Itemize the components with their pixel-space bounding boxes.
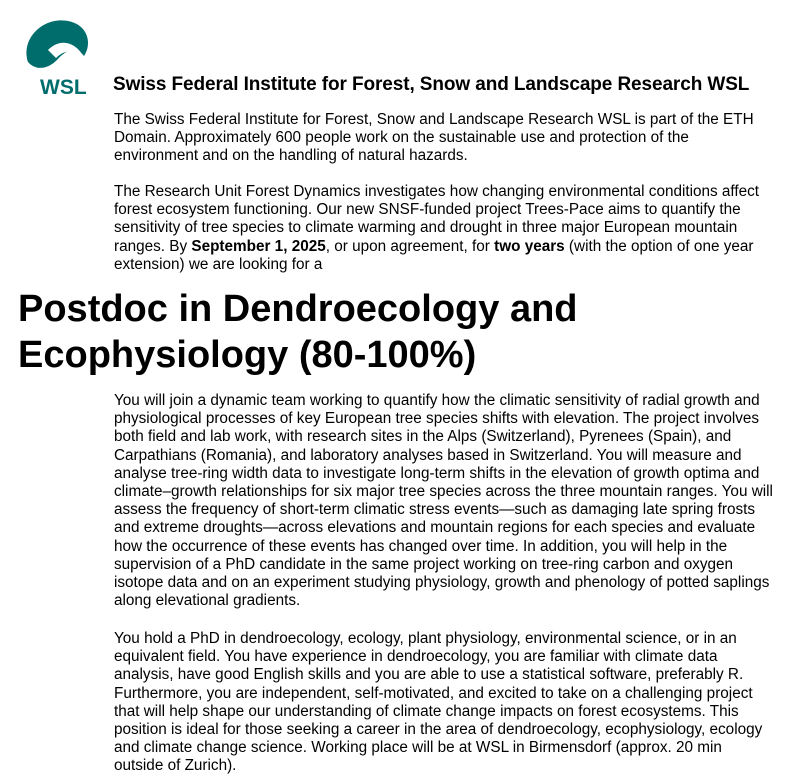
wsl-logo-icon <box>18 12 94 100</box>
logo-text: WSL <box>40 76 87 99</box>
start-date: September 1, 2025 <box>191 237 326 255</box>
intro-paragraph: The Swiss Federal Institute for Forest, Snow and Landscape Research WSL is part of the ETH Domain. Approximately 600 people work on the sustainable use and protection of the environment and on the handling of natural hazards. <box>114 111 754 165</box>
project-paragraph <box>114 183 774 274</box>
role-description-paragraph: You will join a dynamic team working to quantify how the climatic sensitivity of radial growth and physiological processes of key European tree species shifts with elevation. The project involves both field and lab work, with research sites in the Alps (Switzerland), Pyrenees (Spain), and Carpathians (Romania), and laboratory analyses based in Switzerland. You will measure and analyse tree-ring width data to investigate long-term shifts in the elevation of growth optima and climate–growth relationships for six major tree species across the three mountain ranges. You will assess the frequency of short-term climatic stress events—such as damaging late spring frosts and extreme droughts—across elevations and mountain regions for each species and evaluate how the occurrence of these events has changed over time. In addition, you will help in the supervision of a PhD candidate in the same project working on tree-ring carbon and oxygen isotope data and on an experiment studying physiology, growth and phenology of potted saplings along elevational gradients. <box>114 392 773 610</box>
institute-name: Swiss Federal Institute for Forest, Snow and Landscape Research WSL <box>113 74 750 95</box>
project-text-2: , or upon agreement, for <box>325 237 495 255</box>
project-text-3: (with the option of one year extension) we are looking for a <box>114 237 754 273</box>
project-text-1: The Research Unit Forest Dynamics investigates how changing environmental conditions affect forest ecosystem functioning. Our new SNSF-funded project Trees-Pace aims to quantify the sensitivity of tree species to climate warming and drought in three major European mountain ranges. By <box>114 183 760 255</box>
duration: two years <box>494 237 565 255</box>
requirements-paragraph: You hold a PhD in dendroecology, ecology, plant physiology, environmental science, or in an equivalent field. You have experience in dendroecology, you are familiar with climate data analysis, have good English skills and you are able to use a statistical software, preferably R. Furthermore, you are independent, self-motivated, and excited to take on a challenging project that will help shape our understanding of climate change impacts on forest ecosystems. This position is ideal for those seeking a career in the area of dendroecology, ecophysiology, ecology and climate change science. Working place will be at WSL in Birmensdorf (approx. 20 min outside of Zurich). <box>114 630 763 775</box>
job-title: Postdoc in Dendroecology and Ecophysiology (80-100%) <box>18 288 578 376</box>
